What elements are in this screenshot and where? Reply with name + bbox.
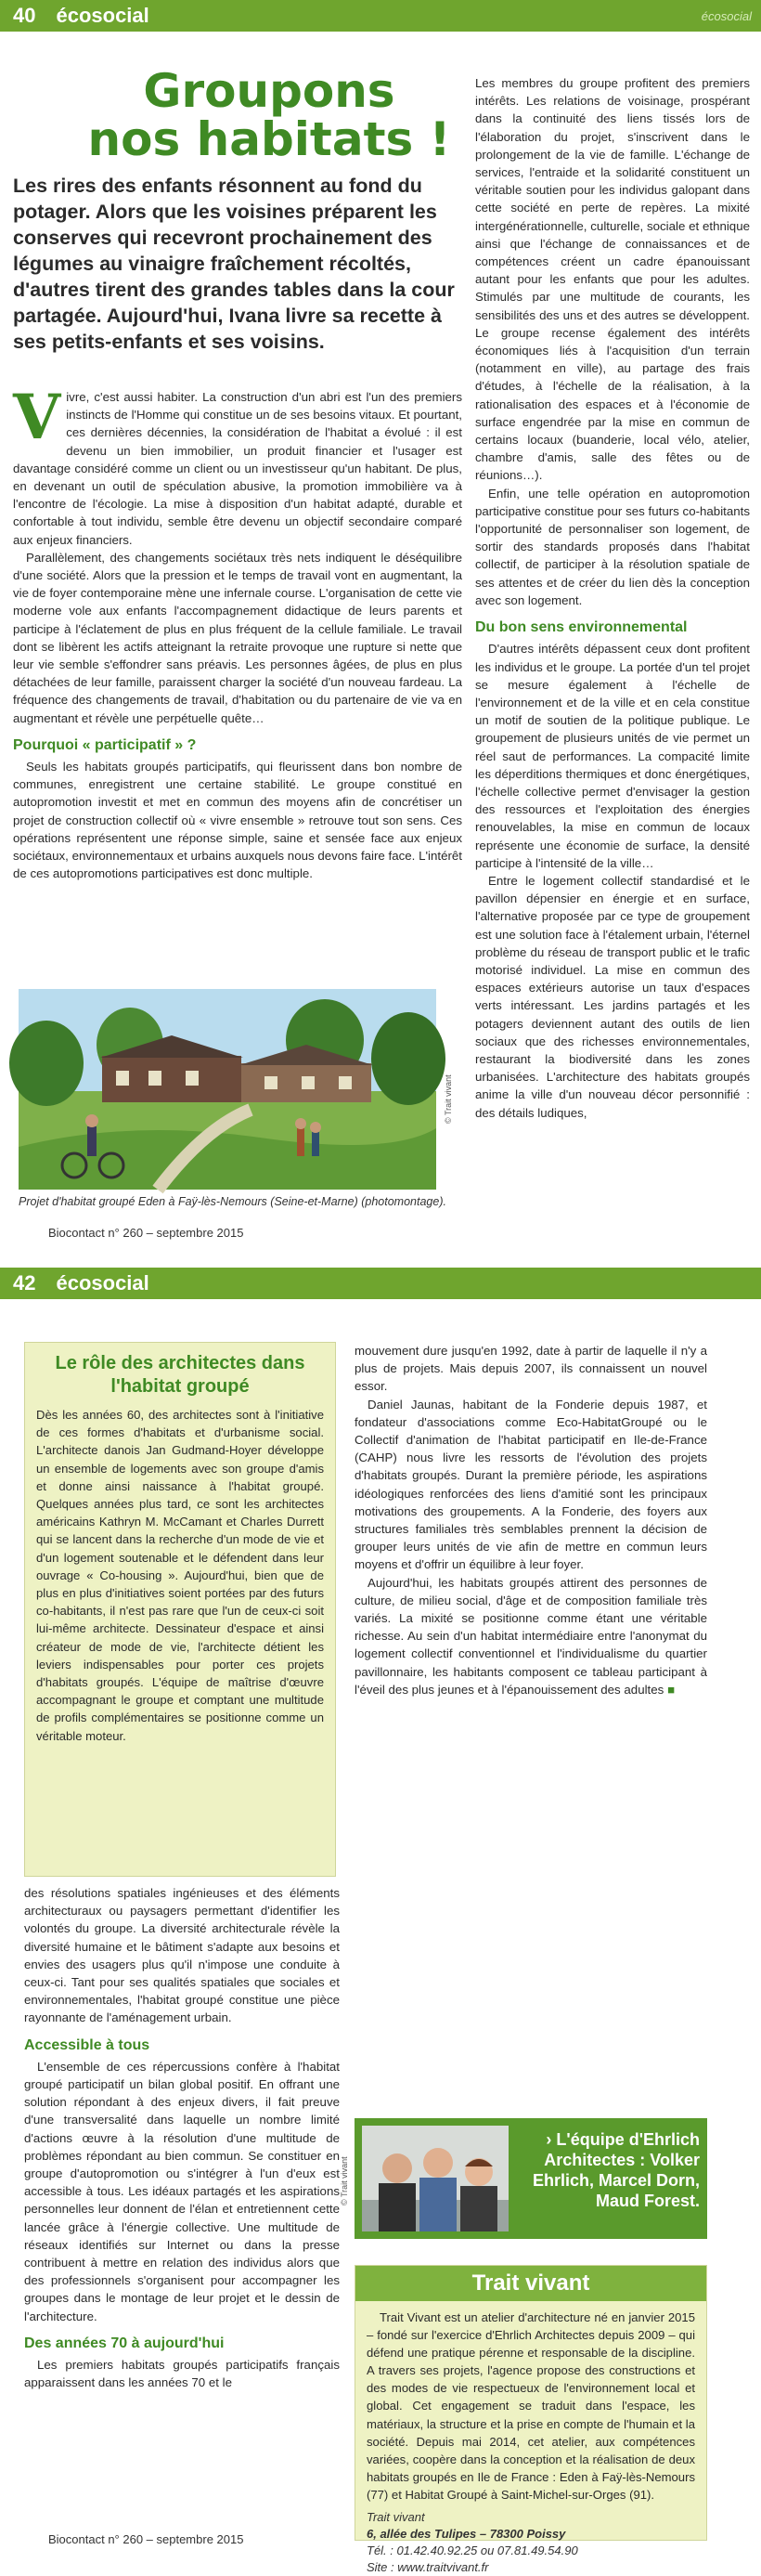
rubric-label: écosocial bbox=[56, 1271, 149, 1295]
intro-paragraph-1: ivre, c'est aussi habiter. La construction d'un abri est l'un des premiers instincts de l'Homme qui constitue un de ses besoins vitaux. Et pourtant, ces dernières décennies, la considération de l'habitat a évolué : il est devenu un bien immobilier, un produit financier et l'usager est davantage considéré comme un client ou un investisseur qu'un habitant. De plus, en devenant un outil de spéculation abusive, la promotion immobilière va à l'encontre de l'écologie. La mise à disposition d'un habitat adapté, durable et confortable à tout individu, semble être devenu un objectif secondaire comparé aux enjeux financiers. bbox=[13, 390, 462, 547]
architects-sidebar-box bbox=[24, 1342, 336, 1877]
annees-70-paragraph: Les premiers habitats groupés participatifs français apparaissent dans les années 70 et le bbox=[24, 2358, 340, 2390]
photo-illustration bbox=[19, 989, 436, 1190]
heading-annees-70: Des années 70 à aujourd'hui bbox=[24, 2335, 225, 2351]
heading-environnemental: Du bon sens environnemental bbox=[475, 619, 688, 636]
project-photo bbox=[19, 989, 436, 1190]
trait-vivant-box bbox=[355, 2265, 707, 2575]
trait-vivant-text: Trait Vivant est un atelier d'architecture né en janvier 2015 – fondé sur l'exercice d'Ehrlich Architectes depuis 2009 – qui défend une pratique pérenne et responsable de la discipline. A travers ses projets, l'agence propose des constructions et des modes de vie respectueux de l'environnement local et global. Cet engagement se traduit dans l'espace, les matériaux, la structure et la prise en compte de l'humain et la société. Depuis mai 2014, cet atelier, aux compétences variées, coopère dans la conception et la réalisation de deux habitats groupés en Ile de France : Eden à Faÿ-lès-Nemours (77) et Habitat Groupé à Saint-Michel-sur-Orges (91). bbox=[367, 2310, 695, 2502]
right-column bbox=[475, 74, 750, 1258]
trait-vivant-phone: Tél. : 01.42.40.92.25 ou 07.81.49.54.90 bbox=[367, 2543, 578, 2558]
middle-column bbox=[355, 1342, 707, 2113]
drop-cap: V bbox=[13, 381, 61, 453]
article-title bbox=[74, 64, 464, 166]
middle-paragraph-3: Aujourd'hui, les habitats groupés attirent des personnes de culture, de milieu social, d'âge et de composition familiale très variés. La mixité se positionne comme étant une véritable richesse. Au sein d'un habitat intermédiaire entre l'anonymat du logement collectif conventionnel et l'individualisme du quartier pavillonnaire, les habitants composent ce tableau participant à l'éveil des plus jeunes et à l'épanouissement des adultes bbox=[355, 1575, 707, 1697]
heading-participatif: Pourquoi « participatif » ? bbox=[13, 736, 197, 753]
participatif-paragraph: Seuls les habitats groupés participatifs, qui fleurissent dans bon nombre de communes, enregistrent une certaine stabilité. Le groupe constitué en autopromotion investit et met en commun des moyens afin de concrétiser un projet de construction collectif où « vivre ensemble » retrouve tout son sens. Ces opérations représentent une réponse simple, saine et sensée face aux enjeux sociétaux, environnementaux et urbains auxquels nous devons faire face. L'intérêt de ces autopromotions participatives est donc multiple. bbox=[13, 760, 462, 881]
team-caption: › L'équipe d'Ehrlich Architectes : Volker Ehrlich, Marcel Dorn, Maud Forest. bbox=[532, 2130, 700, 2210]
middle-paragraph-1: mouvement dure jusqu'en 1992, date à partir de laquelle il n'y a plus de projets. Mais depuis 2007, ils connaissent un nouvel essor. bbox=[355, 1344, 707, 1394]
trait-vivant-contact bbox=[367, 2509, 695, 2576]
left-column bbox=[24, 1884, 340, 2534]
rubric-label: écosocial bbox=[56, 4, 149, 27]
environment-paragraph-2: Entre le logement collectif standardisé et le pavillon dépensier en énergie et en surface, l'alternative proposée par ce type de groupement est une solution face à l'étalement urbain, l'éternel problème du réseau de transport public et le trafic motorisé individuel. La mise en commun des espaces extérieurs autorise un taux d'espaces verts intéressant. Les jardins partagés et les potagers deviennent autant des outils de lien sociaux que des richesses environnementales, restaurant la biodiversité dans les zones urbanisées. L'architecture des habitats groupés anime la ville d'un nouveau décor personnifié : des détails ludiques, bbox=[475, 873, 750, 1120]
heading-accessible: Accessible à tous bbox=[24, 2036, 150, 2053]
box-title: Le rôle des architectes dans l'habitat groupé bbox=[55, 1353, 305, 1397]
photo-caption: Projet d'habitat groupé Eden à Faÿ-lès-Nemours (Seine-et-Marne) (photomontage). bbox=[19, 1195, 446, 1208]
page-footer: Biocontact n° 260 – septembre 2015 bbox=[48, 2532, 244, 2546]
page-number: 42 bbox=[13, 1271, 36, 1295]
page-header bbox=[0, 0, 761, 32]
page-footer: Biocontact n° 260 – septembre 2015 bbox=[48, 1226, 244, 1240]
page-40 bbox=[0, 0, 761, 1268]
team-photo-box bbox=[355, 2118, 707, 2239]
left-continued-paragraph: des résolutions spatiales ingénieuses et des éléments architecturaux ou paysagers permettant d'identifier les volontés du groupe. La diversité architecturale révèle la diversité humaine et le bâtiment s'adapte aux besoins et envies des usagers plus qu'il n'impose une conduite à ceux-ci. Tant pour ses qualités spatiales que sociales et environnementales, l'habitat groupé constitue une pièce rayonnante de l'aménagement urbain. bbox=[24, 1886, 340, 2025]
rubric-label-right: écosocial bbox=[701, 8, 752, 23]
trait-vivant-site: Site : www.traitvivant.fr bbox=[367, 2560, 489, 2575]
left-column-intro bbox=[13, 381, 462, 881]
team-photo bbox=[362, 2126, 509, 2231]
page-header bbox=[0, 1268, 761, 1299]
accessible-paragraph: L'ensemble de ces répercussions confère à l'habitat groupé participatif un bilan global positif. En offrant une solution répondant à des enjeux divers, il fait preuve d'une transversalité dans laquelle un nombre limité d'actions œuvre à la résolution d'une multitude de problèmes répondant au bien commun. Se constituer en groupe d'autopromotion ou s'intégrer à l'un d'eux est accessible à tous. Les idéaux partagés et les aspirations personnelles leur donnent de l'élan et entretiennent cette lancée grâce à l'énergie collective. Une multitude de réseaux identifiés sur Internet ou dans la presse contribuent à mettre en relation des individus alors que des professionnels s'organisent pour accompagner les groupes dans le montage de leur projet et le dessin de l'architecture. bbox=[24, 2059, 340, 2323]
trait-vivant-address: 6, allée des Tulipes – 78300 Poissy bbox=[367, 2527, 566, 2542]
middle-paragraph-2: Daniel Jaunas, habitant de la Fonderie depuis 1987, et fondateur d'associations comme Eco-HabitatGroupé ou le Collectif d'animation de l'habitat participatif en Ile-de-France (CAHP) nous livre les ressorts de l'évolution des projets d'habitats groupés. Durant la première période, les aspirations idéologiques renforcées des liens d'amitié sont les principaux motivations des groupements. A la Fonderie, des foyers aux structures familiales très semblables prennent la décision de grouper leurs unités de vie afin de mettre en commun leurs moyens et d'offrir un équilibre à leur foyer. bbox=[355, 1397, 707, 1572]
team-photo-credit: © Trait vivant bbox=[340, 2156, 349, 2205]
title-line-2: nos habitats ! bbox=[87, 112, 451, 166]
end-mark: ■ bbox=[666, 1682, 676, 1697]
trait-vivant-name: Trait vivant bbox=[367, 2510, 425, 2525]
title-line-1: Groupons bbox=[143, 64, 395, 118]
page-42 bbox=[0, 1268, 761, 2575]
page-number: 40 bbox=[13, 4, 36, 27]
right-paragraph-2: Enfin, une telle opération en autopromotion participative constitue pour ses futurs co-habitants l'opportunité de personnaliser son logement, de sortir des standards proposés dans l'habitat collectif, de participer à la résolution spatiale de ses attentes et de créer du lien dès la conception avec son logement. bbox=[475, 486, 750, 607]
right-paragraph-1: Les membres du groupe profitent des premiers intérêts. Les relations de voisinage, prospérant dans la continuité des liens tissés lors de l'élaboration du projet, s'inscrivent dans le prolongement de la vie de famille. L'échange de services, l'entraide et la solidarité constituent un véritable soutien pour les individus galopant dans cette société en perte de repères. La mixité intergénérationnelle, culturelle, sociale et ethnique ainsi que l'échange de connaissances et de compétences créent un cadre épanouissant autant pour les enfants que pour les adultes. Stimulés par une multitude de courants, les sensibilités des uns et des autres se développent. Le groupe recense également des intérêts économiques liés à l'acquisition d'un terrain (notamment en ville), au partage des frais d'études, à l'échelle de la réalisation, à la rationalisation des espaces et à l'économie de surface engendrée par la mise en commun de certains locaux (buanderie, local vélo, atelier, chambre d'amis, salle des fêtes ou de réunions…). bbox=[475, 76, 750, 483]
photo-credit: © Trait vivant bbox=[444, 1074, 453, 1124]
team-photo-illustration bbox=[362, 2126, 509, 2231]
environment-paragraph-1: D'autres intérêts dépassent ceux dont profitent les individus et le groupe. La portée d'un tel projet se mesure également à l'échelle de l'environnement et de la ville et en cela constitue un motif de soutien de la politique publique. Le groupement de plusieurs unités de vie permet un réel saut de performances. La compacité limite les déperditions thermiques et donc énergétiques, l'échelle collective permet d'envisager la gestion des ressources et l'exploitation des énergies renouvelables, la mise en commun de locaux représente une économie de surface, la densité participe à l'intensité de la ville… bbox=[475, 642, 750, 870]
box-text: Dès les années 60, des architectes sont à l'initiative de ces formes d'habitats et d'urbanisme social. L'architecte danois Jan Gudmand-Hoyer développe un ensemble de logements avec son groupe d'amis et donne ainsi naissance à l'habitat groupé. Quelques années plus tard, ce sont les architectes américains Kathryn M. McCamant et Charles Durrett qui se lancent dans la recherche d'un mode de vie et d'un logement soutenable et le défendent dans leur ouvrage « Co-housing ». Aujourd'hui, bien que de plus en plus d'initiatives soient portées par des futurs co-habitants, il n'est pas rare que l'un de ceux-ci soit lui-même architecte. Dessinateur d'espace et ainsi créateur de mode de vie, l'architecte détient les leviers indispensables pour porter ces projets d'habitats groupés. L'équipe de maîtrise d'œuvre accompagnant le groupe et comptant une multitude de profils complémentaires se positionne comme un véritable moteur. bbox=[36, 1408, 324, 1743]
intro-paragraph-2: Parallèlement, des changements sociétaux très nets indiquent le déséquilibre d'une société. Alors que la pression et le temps de travail vont en augmentant, la vie de foyer contemporaine mène une infernale course. L'organisation de cette vie moderne vole aux enfants l'accompagnement didactique de leurs parents et participe à l'éclatement de plus en plus fréquent de la cellule familiale. Le travail dont se libèrent les actifs atteignant la retraite provoque une rupture si nette que leur vie semble s'effondrer sans préavis. Les personnes âgées, de plus en plus détachées de leur famille, paraissent charger la société d'un nouveau fardeau. La fréquence des changements de travail, d'habitation ou du partenaire de vie va en augmentant et révèle une perpétuelle quête… bbox=[13, 550, 462, 725]
article-lead: Les rires des enfants résonnent au fond du potager. Alors que les voisines préparent les conserves qui recevront prochainement des légumes au vinaigre fraîchement récoltés, d'autres tirent des grandes tables dans la cour partagée. Aujourd'hui, Ivana livre sa recette à ses petits-enfants et ses voisins. bbox=[13, 175, 455, 353]
trait-vivant-title: Trait vivant bbox=[355, 2266, 706, 2301]
